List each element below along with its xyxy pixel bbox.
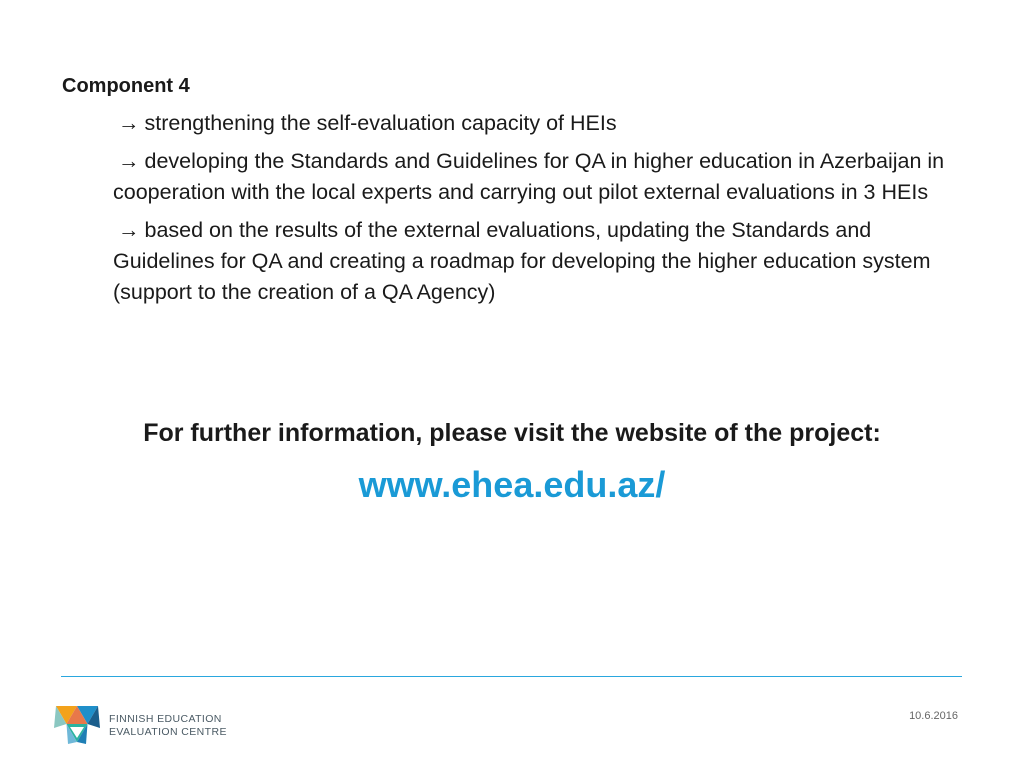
slide-date: 10.6.2016	[909, 710, 958, 722]
bullet-item	[113, 108, 963, 139]
arrow-right-icon: →	[118, 111, 140, 135]
arrow-right-icon: →	[118, 149, 140, 173]
logo-line-1: FINNISH EDUCATION	[109, 713, 222, 725]
bullet-text: strengthening the self-evaluation capacity of HEIs	[144, 111, 617, 135]
website-link-container	[0, 463, 1024, 507]
component-heading: Component 4	[62, 75, 190, 97]
website-link[interactable]: www.ehea.edu.az/	[358, 464, 666, 505]
logo-wordmark	[109, 713, 227, 739]
bullet-text: developing the Standards and Guidelines for QA in higher education in Azerbaijan in cooperation with the local experts and carrying out pilot external evaluations in 3 HEIs	[113, 149, 945, 204]
feec-triangle-logo-icon	[50, 702, 104, 748]
arrow-right-icon: →	[118, 218, 140, 242]
bullet-item	[113, 215, 963, 308]
bullet-item	[113, 146, 963, 208]
bullet-list	[113, 108, 963, 315]
further-info-text: For further information, please visit the website of the project:	[143, 419, 881, 447]
organization-logo	[50, 700, 230, 750]
logo-line-2: EVALUATION CENTRE	[109, 726, 227, 738]
bullet-text: based on the results of the external evaluations, updating the Standards and Guidelines for QA and creating a roadmap for developing the higher education system (support to the creation of a QA Agency)	[113, 218, 931, 304]
footer-divider	[61, 676, 962, 677]
